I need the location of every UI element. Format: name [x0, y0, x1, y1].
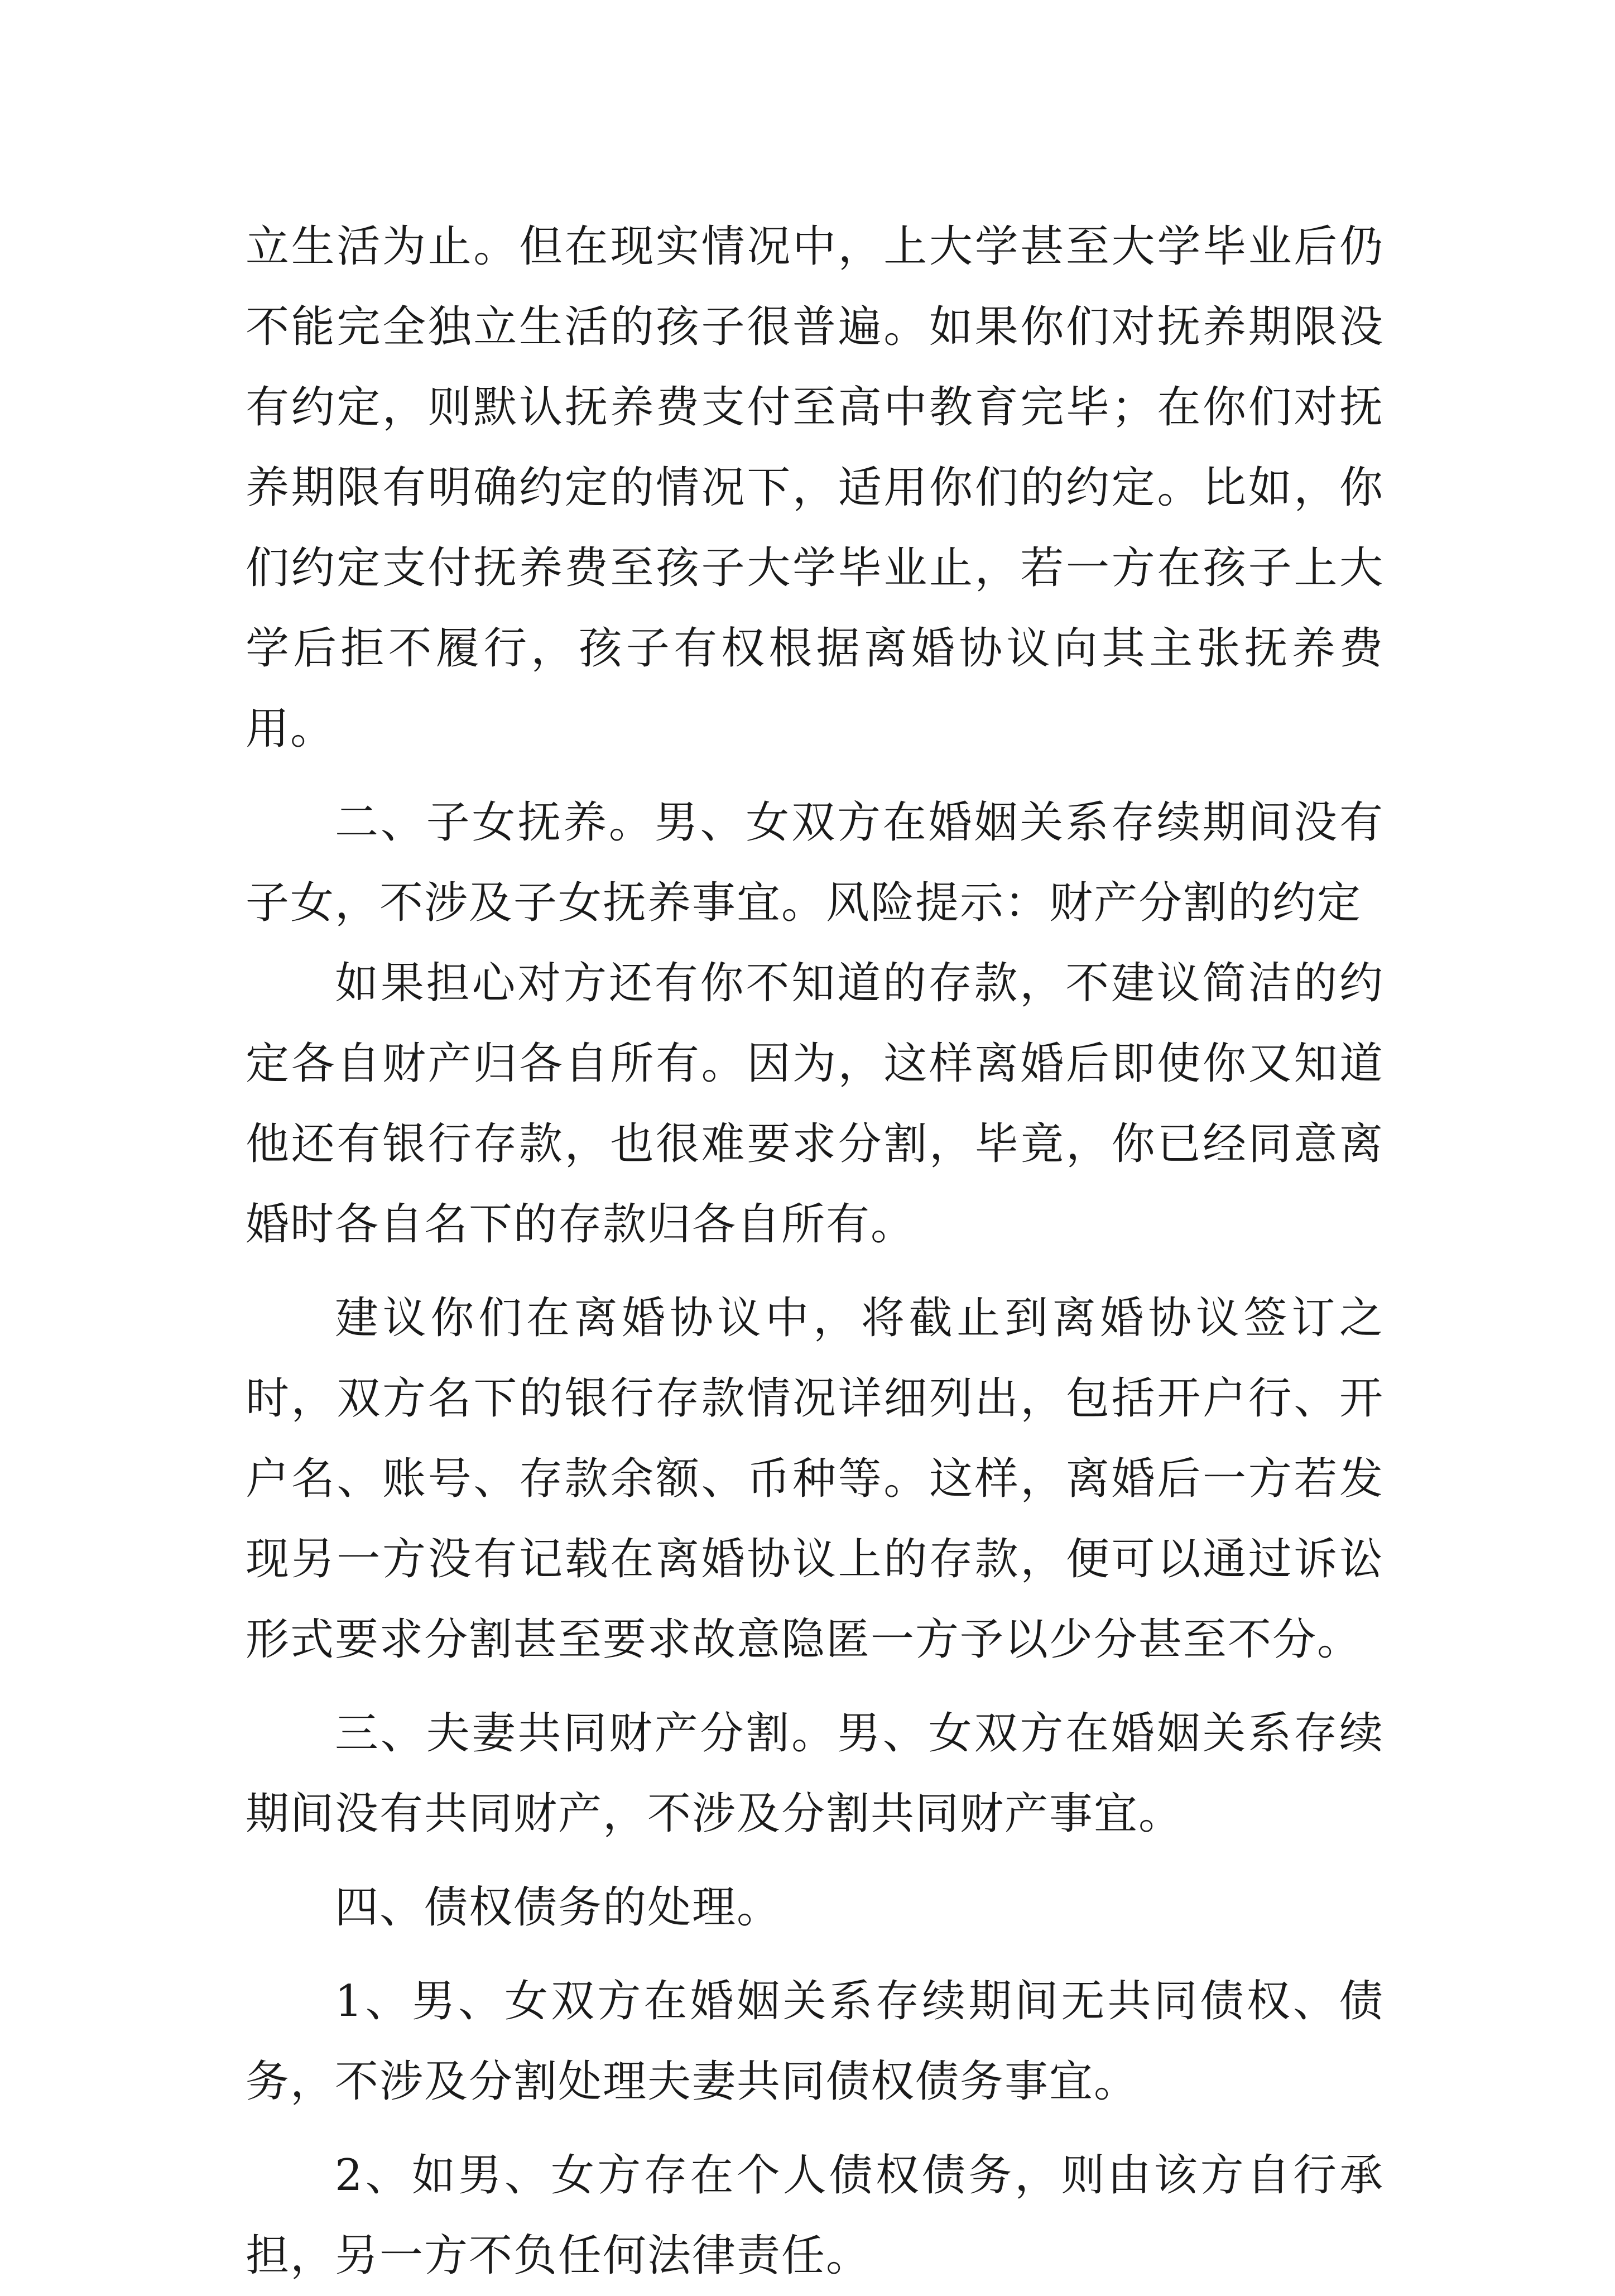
paragraph-debts-item-2: 2、如男、女方存在个人债权债务，则由该方自行承担，另一方不负任何法律责任。	[246, 2150, 1384, 2281]
paragraph-child-support-term: 立生活为止。但在现实情况中，上大学甚至大学毕业后仍不能完全独立生活的孩子很普遍。如果你们对抚养期限没有约定，则默认抚养费支付至高中教育完毕；在你们对抚养期限有明确约定的情况下，适用你们的约定。比如，你们约定支付抚养费至孩子大学毕业止，若一方在孩子上大学后拒不履行，孩子有权根据离婚协议向其主张抚养费用。	[246, 222, 1384, 754]
paragraph-child-custody: 二、子女抚养。男、女双方在婚姻关系存续期间没有子女，不涉及子女抚养事宜。风险提示：财产分割的约定	[246, 798, 1384, 928]
paragraph-joint-property: 三、夫妻共同财产分割。男、女双方在婚姻关系存续期间没有共同财产，不涉及分割共同财产事宜。	[246, 1708, 1384, 1839]
paragraph-debts-item-1: 1、男、女双方在婚姻关系存续期间无共同债权、债务，不涉及分割处理夫妻共同债权债务事宜。	[246, 1976, 1384, 2107]
paragraph-debts-heading: 四、债权债务的处理。	[335, 1882, 782, 1933]
document-body	[246, 206, 1384, 2296]
paragraph-deposit-risk: 如果担心对方还有你不知道的存款，不建议简洁的约定各自财产归各自所有。因为，这样离婚后即使你又知道他还有银行存款，也很难要求分割，毕竟，你已经同意离婚时各自名下的存款归各自所有。	[246, 958, 1384, 1250]
paragraph-deposit-advice: 建议你们在离婚协议中，将截止到离婚协议签订之时，双方名下的银行存款情况详细列出，包括开户行、开户名、账号、存款余额、币种等。这样，离婚后一方若发现另一方没有记载在离婚协议上的存款，便可以通过诉讼形式要求分割甚至要求故意隐匿一方予以少分甚至不分。	[246, 1293, 1384, 1665]
